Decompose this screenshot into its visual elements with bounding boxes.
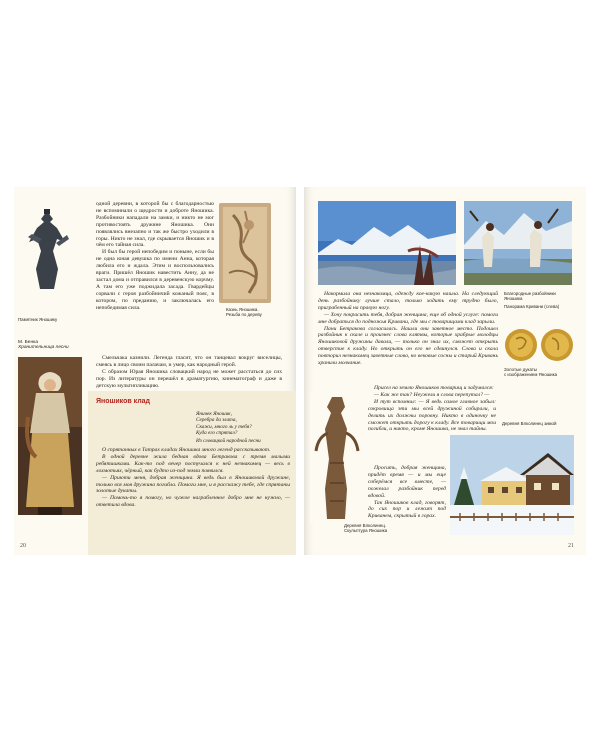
panorama-caption-line: Панорама Кривани (слева) — [504, 303, 560, 309]
left-paragraph: С образом Юрая Яношика словацкий народ не может расстаться до сих пор. Из литературы он перешёл в драматургию, кинематограф и даже в детскую мультипликацию. — [96, 368, 282, 389]
right-paragraph: И тут вспомнил: — Я ведь самое главное забыл: сокровища эти мы всей дружиной собирали, и делить их должны поровну. Никто в одиночку не сможет открыть дорогу к кладу. Все товарищи мои погибли, и никто, кроме Яношика, не знал тайны. — [368, 398, 496, 433]
poem-line: Серебра да злата, — [196, 417, 237, 424]
panorama-caption-line: Благородные разбойники — [504, 291, 556, 296]
painting-icon — [18, 357, 82, 515]
carving-caption — [226, 307, 292, 318]
right-narrow-text — [368, 465, 446, 520]
panorama-caption-line: Яношика — [504, 296, 523, 302]
statue-icon — [22, 203, 72, 313]
page-number-left: 20 — [20, 543, 26, 549]
box-poem — [196, 411, 292, 444]
carving-caption-line: Резьба по дереву — [226, 312, 262, 318]
right-paragraph: Присел на землю Яношиков товарищ и задумался: — [374, 385, 494, 391]
coins-caption — [504, 367, 584, 378]
coins-caption-line: Золотые дукаты — [504, 367, 538, 372]
statue-image — [22, 203, 72, 313]
mountain-photo — [318, 201, 456, 285]
right-page — [304, 187, 586, 555]
winter-village-icon — [450, 435, 574, 535]
sculpture-image — [310, 393, 364, 523]
sculpture-caption — [344, 523, 424, 534]
right-paragraph: — Как же так? Неужели я слова перепутал? — — [374, 391, 490, 398]
panorama-caption — [504, 291, 584, 309]
box-paragraph: — Приюти меня, добрая женщина. Я ведь был в Яношиковой дружине, только вся моя дружина погибла. Помоги мне, и я расскажу тебе, где спрятаны золотые дукаты. — [96, 474, 290, 495]
page-number-right: 21 — [568, 543, 574, 549]
box-paragraph: В одной деревне жила бедная вдова Бетракова с тремя малыми ребятишками. Как-то под вечер постучался к ней незнакомец — весь в лохмотьях, чёрный, как будто из-под земли появился. — [96, 453, 290, 474]
painting-author: М. Бенка — [18, 340, 38, 345]
statue-caption: Памятник Яношику — [18, 317, 58, 322]
coins-caption-line: с изображением Яношика — [504, 372, 558, 378]
gold-coins-icon — [502, 327, 580, 363]
poem-line: Куда его спрятал? — [196, 430, 238, 437]
wood-carving-icon — [219, 203, 271, 303]
left-paragraph: И был бы герой непобедим и поныне, если бы не одна юная девушка по имени Анна, которая любила его и ждала. Этим и воспользовались враги. Пришёл Яношик навестить Анну, да не застал дома и отправился в деревенскую корчму. А там его уже поджидала засада. Гвардейцы сорвали с героя разбойничий кожаный пояс, в котором, по преданию, и заключалась его непобедимая сила. — [96, 249, 214, 311]
painting-image — [18, 357, 82, 515]
legend-box — [88, 391, 296, 555]
box-paragraph: О спрятанных в Татрах кладах Яношика много легенд рассказывают. — [102, 447, 271, 453]
box-heading: Яношиков клад — [96, 398, 150, 405]
village-photo — [450, 435, 574, 535]
left-main-text — [96, 201, 214, 312]
poem-source: Из словацкой народной песни — [196, 437, 261, 444]
wooden-sculpture-icon — [310, 393, 364, 523]
sculpture-caption-line: Деревня Влколинец. — [344, 523, 387, 528]
mountain-panorama-icon — [318, 201, 456, 285]
left-lower-text — [96, 355, 282, 390]
painting-caption — [18, 340, 88, 351]
left-page — [14, 187, 296, 555]
carving-image — [219, 203, 271, 303]
carving-caption-line: Казнь Яношика. — [226, 307, 259, 312]
right-lower-text — [368, 385, 496, 433]
poem-line: Скажи, много ль у тебя? — [196, 423, 252, 430]
painting-title: Хранительница песни — [18, 345, 69, 351]
right-paragraph: Просить, добрая женщина, придёт время — и мы еще соберёмся все вместе, — пожелал разбойник перед вдовой. — [368, 465, 446, 499]
box-paragraph: — Помочь-то я помогу, но чужое награбленное добро мне не нужно, — ответила вдова. — [96, 495, 290, 509]
right-paragraph: Так Яношиков клад, говорят, до сих пор и лежит под Криванем, скрытый в горах. — [368, 499, 446, 520]
right-main-text — [318, 291, 498, 367]
right-paragraph: Накормила она незнакомца, одежду кое-какую нашла. На следующий день разбойнику лучше стало, только ходить ему трудно было, приграбенный на правую ногу. — [318, 291, 498, 311]
bandits-photo — [464, 201, 572, 285]
right-paragraph: Пани Бетракова согласилась. Нашли они заветное место. Подошел разбойник к скале и произнес слова клятвы, которые храбрые молодцы Яношиковой дружины давали, — только он знал их, сможет открыть отверстие к кладу. Но открыть он его не сдвинулся. Слова и скала повторил незнакомец заветные слова, но вековые сосны и старый Кривань хранили молчание. — [318, 325, 498, 367]
left-paragraph: Смельчака казнили. Легенда гласит, что он танцевал вокруг виселицы, смеясь в лицо своим палачам, и умер, как народный герой. — [96, 355, 282, 368]
coins-image — [502, 327, 580, 363]
bandits-icon — [464, 201, 572, 285]
poem-line: Яничек Яношик, — [196, 411, 232, 417]
right-paragraph: — Хочу покрасить тебя, добрая женщина, еще об одной услуге: помоги мне добраться до подножья Кривани, где мы с товарищами клад зарыли. — [318, 311, 498, 325]
box-text — [96, 447, 290, 509]
left-paragraph: одной деревни, в которой бы с благодарностью не вспоминали о щедрости и доброте Яношика. Разбойники нападали на замки, и никто не мог противостоять дружине Яношика. Они появлялись внезапно и так же быстро уходили в горы. Никто не знал, где скрывается Яношик и в чём его тайная сила. — [96, 201, 214, 249]
village-caption: Деревня Влколинец зимой — [502, 421, 557, 426]
sculpture-caption-line: Скульптура Яношика — [344, 528, 388, 534]
